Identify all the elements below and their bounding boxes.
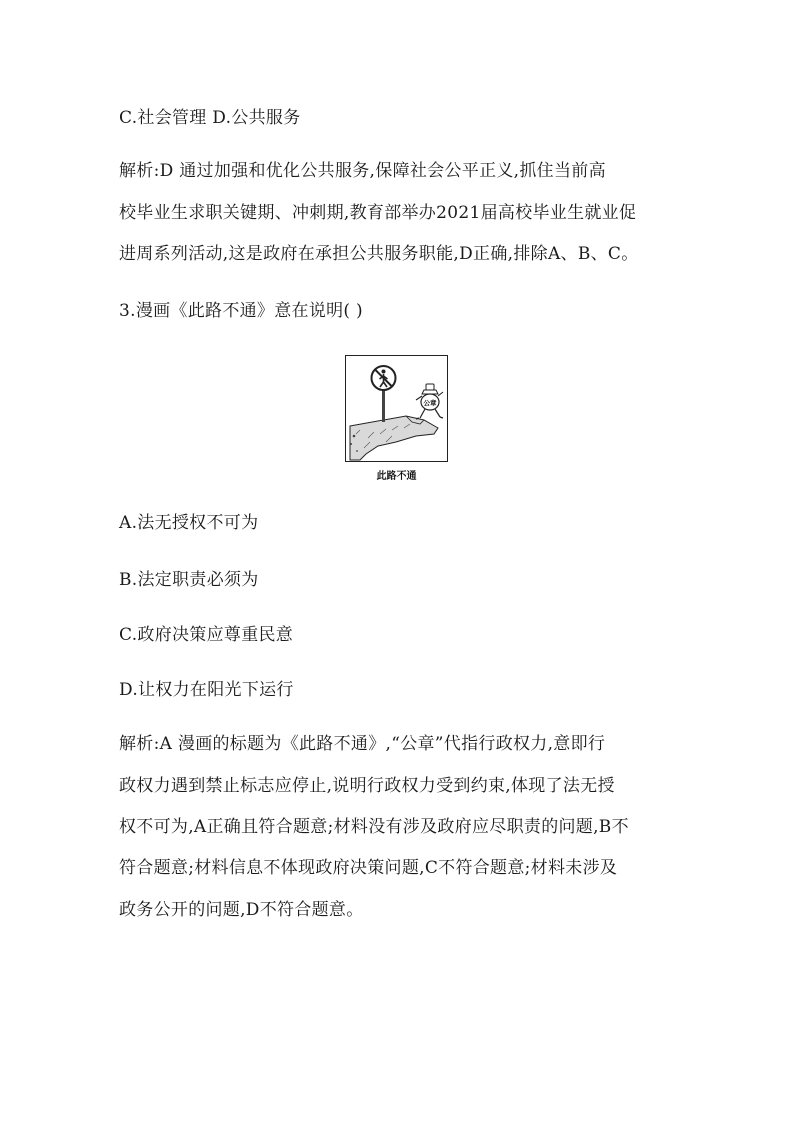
stamp-character: [416, 384, 443, 419]
no-pedestrian-sign-icon: [372, 366, 396, 422]
analysis-1-line-3: 进周系列活动,这是政府在承担公共服务职能,D正确,排除A、B、C。: [119, 244, 639, 264]
options-previous-question: C.社会管理 D.公共服务: [119, 108, 301, 128]
comic-figure: [345, 355, 448, 485]
comic-illustration: [346, 356, 447, 461]
option-b: B.法定职责必须为: [119, 570, 259, 590]
analysis-3-line-3: 权不可为,A正确且符合题意;材料没有涉及政府应尽职责的问题,B不: [119, 817, 629, 837]
option-a: A.法无授权不可为: [119, 513, 259, 533]
analysis-3-line-5: 政务公开的问题,D不符合题意。: [119, 900, 364, 920]
question-3-stem: 3.漫画《此路不通》意在说明( ): [119, 301, 363, 321]
analysis-3-line-1: 解析:A 漫画的标题为《此路不通》,“公章”代指行政权力,意即行: [119, 734, 606, 754]
analysis-1-line-2: 校毕业生求职关键期、冲刺期,教育部举办2021届高校毕业生就业促: [119, 203, 637, 223]
analysis-3-line-2: 政权力遇到禁止标志应停止,说明行政权力受到约束,体现了法无授: [119, 776, 615, 796]
analysis-1-line-1: 解析:D 通过加强和优化公共服务,保障社会公平正义,抓住当前高: [119, 161, 606, 181]
comic-caption: 此路不通: [376, 471, 417, 482]
analysis-3-line-4: 符合题意;材料信息不体现政府决策问题,C不符合题意;材料未涉及: [119, 858, 618, 878]
comic-frame: [345, 355, 448, 462]
option-d: D.让权力在阳光下运行: [119, 680, 294, 700]
option-c: C.政府决策应尊重民意: [119, 625, 294, 645]
stamp-label: 公章: [423, 399, 437, 407]
